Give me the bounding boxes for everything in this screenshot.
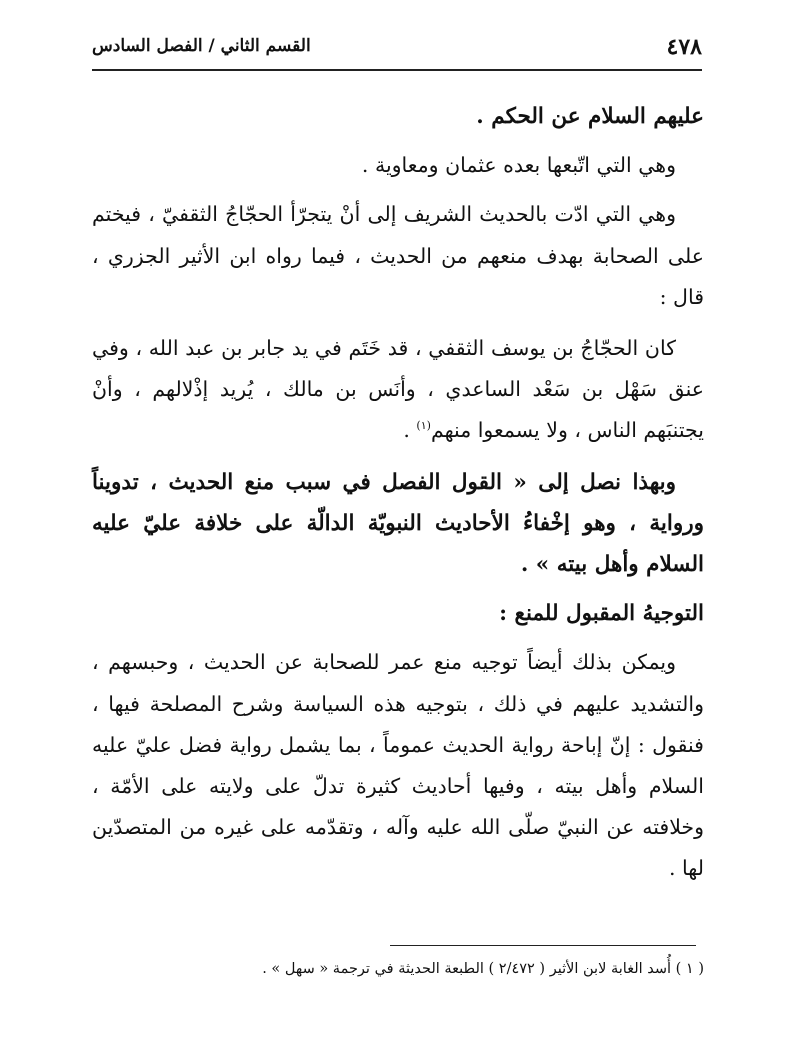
footnote-rule — [390, 945, 696, 946]
footnote: ( ١ ) أُسد الغابة لابن الأثير ( ٢/٤٧٢ ) الطبعة الحديثة في ترجمة « سهل » . — [262, 961, 704, 977]
paragraph-heading-continuation: عليهم السلام عن الحكم . — [476, 104, 704, 129]
quotation — [92, 328, 704, 452]
paragraph: وهي التي اتّبعها بعده عثمان ومعاوية . — [361, 153, 676, 178]
body-text — [92, 96, 704, 890]
quotation-end: . — [403, 418, 417, 443]
quotation-text: كان الحجّاجُ بن يوسف الثقفي ، قد خَتَم في يد جابر بن عبد الله ، وفي عنق سَهْل بن سَعْد الساعدي ، وأنَس بن مالك ، يُريد إذْلالهم ، وأنْ يجتنبَهم الناس ، ولا يسمعوا منهم — [92, 336, 704, 443]
paragraph: وهي التي ادّت بالحديث الشريف إلى أنْ يتجرّأ الحجّاجُ الثقفيّ ، فيختم على الصحابة بهدف منعهم من الحديث ، فيما رواه ابن الأثير الجزري ، قال : — [92, 202, 704, 309]
footnote-marker: (١) — [416, 419, 431, 433]
section-heading: التوجيهُ المقبول للمنع : — [499, 601, 704, 627]
page-header — [92, 30, 702, 66]
header-rule — [92, 69, 702, 71]
paragraph: ويمكن بذلك أيضاً توجيه منع عمر للصحابة عن الحديث ، وحبسهم ، والتشديد عليهم في ذلك ، بتوجيه هذه السياسة وشرح المصلحة فيها ، فنقول : إنّ إباحة رواية الحديث عموماً ، بما يشمل رواية فضل عليّ عليه السلام وأهل بيته ، وفيها أحاديث كثيرة تدلّ على ولايته على الأمّة ، وخلافته عن النبيّ صلّى الله عليه وآله ، وتقدّمه على غيره من المتصدّين لها . — [92, 650, 704, 881]
page-number: ٤٧٨ — [666, 34, 702, 60]
conclusion-paragraph: وبهذا نصل إلى « القول الفصل في سبب منع الحديث ، تدويناً ورواية ، وهو إخْفاءُ الأحاديث النبويّة الدالّة على خلافة عليّ عليه السلام وأهل بيته » . — [92, 469, 704, 578]
running-head: القسم الثاني / الفصل السادس — [92, 36, 311, 56]
